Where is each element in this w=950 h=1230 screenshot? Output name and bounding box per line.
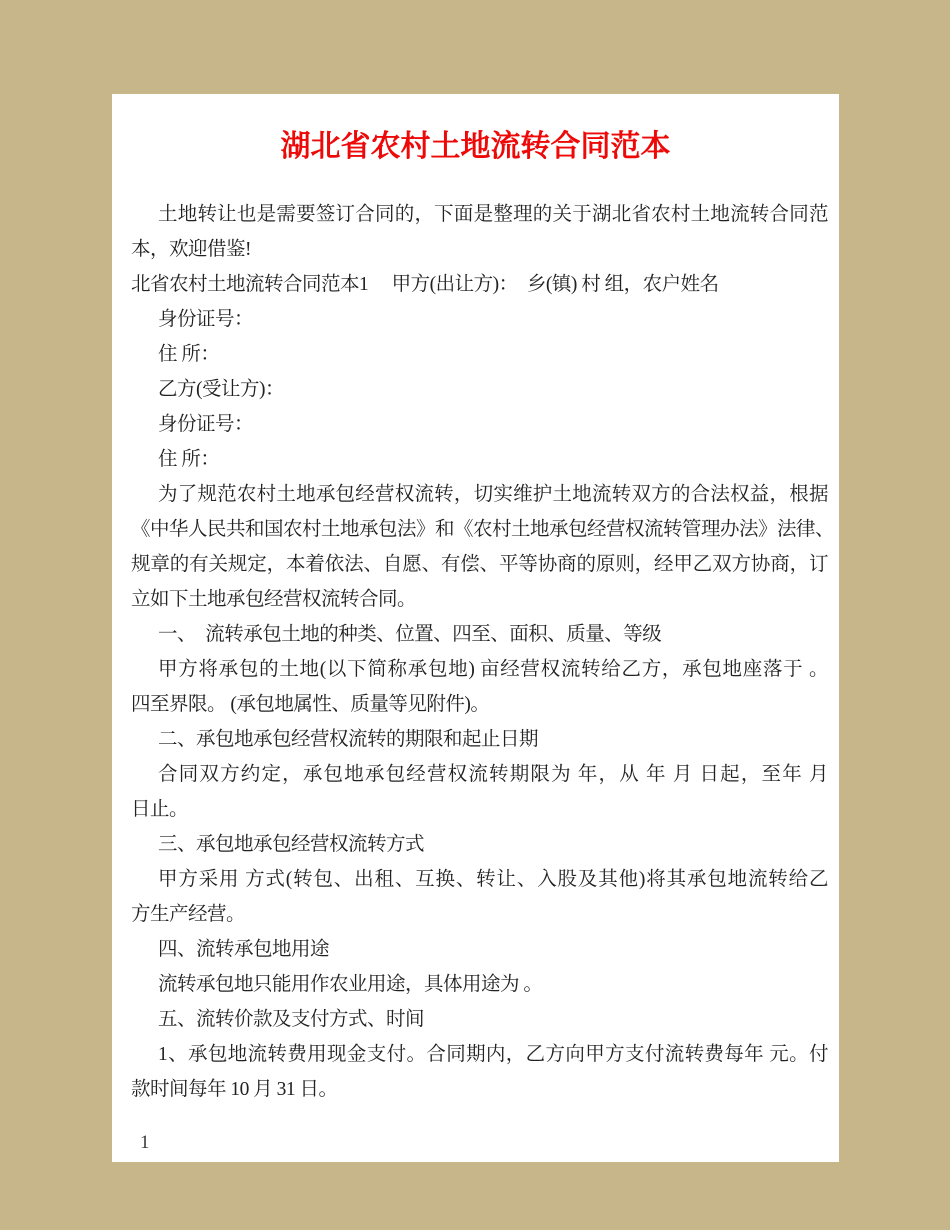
- text-line: 方生产经营。: [131, 904, 246, 925]
- text-line: 乙方(受让方)：: [158, 379, 284, 400]
- text-line: 为了规范农村土地承包经营权流转，切实维护土地流转双方的合法权益，根据: [158, 484, 828, 505]
- text-line: 一、 流转承包土地的种类、位置、四至、面积、质量、等级: [158, 624, 662, 645]
- text-line: 《中华人民共和国农村土地承包法》和《农村土地承包经营权流转管理办法》法律、: [131, 519, 835, 540]
- text-line: 流转承包地只能用作农业用途，具体用途为 。: [158, 974, 543, 995]
- text-line: 五、流转价款及支付方式、时间: [158, 1009, 425, 1030]
- text-line: 土地转让也是需要签订合同的，下面是整理的关于湖北省农村土地流转合同范: [158, 204, 828, 225]
- text-line: 立如下土地承包经营权流转合同。: [131, 589, 417, 610]
- text-line: 住 所：: [158, 449, 220, 470]
- text-line: 甲方采用 方式(转包、出租、互换、转让、入股及其他)将其承包地流转给乙: [158, 869, 828, 890]
- text-line: 二、承包地承包经营权流转的期限和起止日期: [158, 729, 539, 750]
- document-body: [131, 197, 835, 1107]
- document-page: [112, 94, 839, 1162]
- text-line: 身份证号：: [158, 414, 254, 435]
- text-line: 1、承包地流转费用现金支付。合同期内，乙方向甲方支付流转费每年 元。付: [158, 1044, 828, 1065]
- page-number: 1: [140, 1132, 150, 1153]
- document-title: 湖北省农村土地流转合同范本: [280, 130, 671, 163]
- text-line: 住 所：: [158, 344, 220, 365]
- text-line: 身份证号：: [158, 309, 254, 330]
- text-line: 规章的有关规定，本着依法、自愿、有偿、平等协商的原则，经甲乙双方协商，订: [131, 554, 828, 575]
- text-line: 甲方将承包的土地(以下简称承包地) 亩经营权流转给乙方，承包地座落于 。: [158, 659, 828, 680]
- text-line: 三、承包地承包经营权流转方式: [158, 834, 425, 855]
- text-line: 本，欢迎借鉴!: [131, 239, 251, 260]
- text-line: 款时间每年 10 月 31 日。: [131, 1079, 338, 1100]
- text-line: 日止。: [131, 799, 189, 820]
- text-line: 四、流转承包地用途: [158, 939, 330, 960]
- text-line: 北省农村土地流转合同范本1 甲方(出让方)： 乡(镇) 村 组，农户姓名: [131, 274, 719, 295]
- text-line: 合同双方约定，承包地承包经营权流转期限为 年，从 年 月 日起，至年 月: [158, 764, 828, 785]
- text-line: 四至界限。 (承包地属性、质量等见附件)。: [131, 694, 490, 715]
